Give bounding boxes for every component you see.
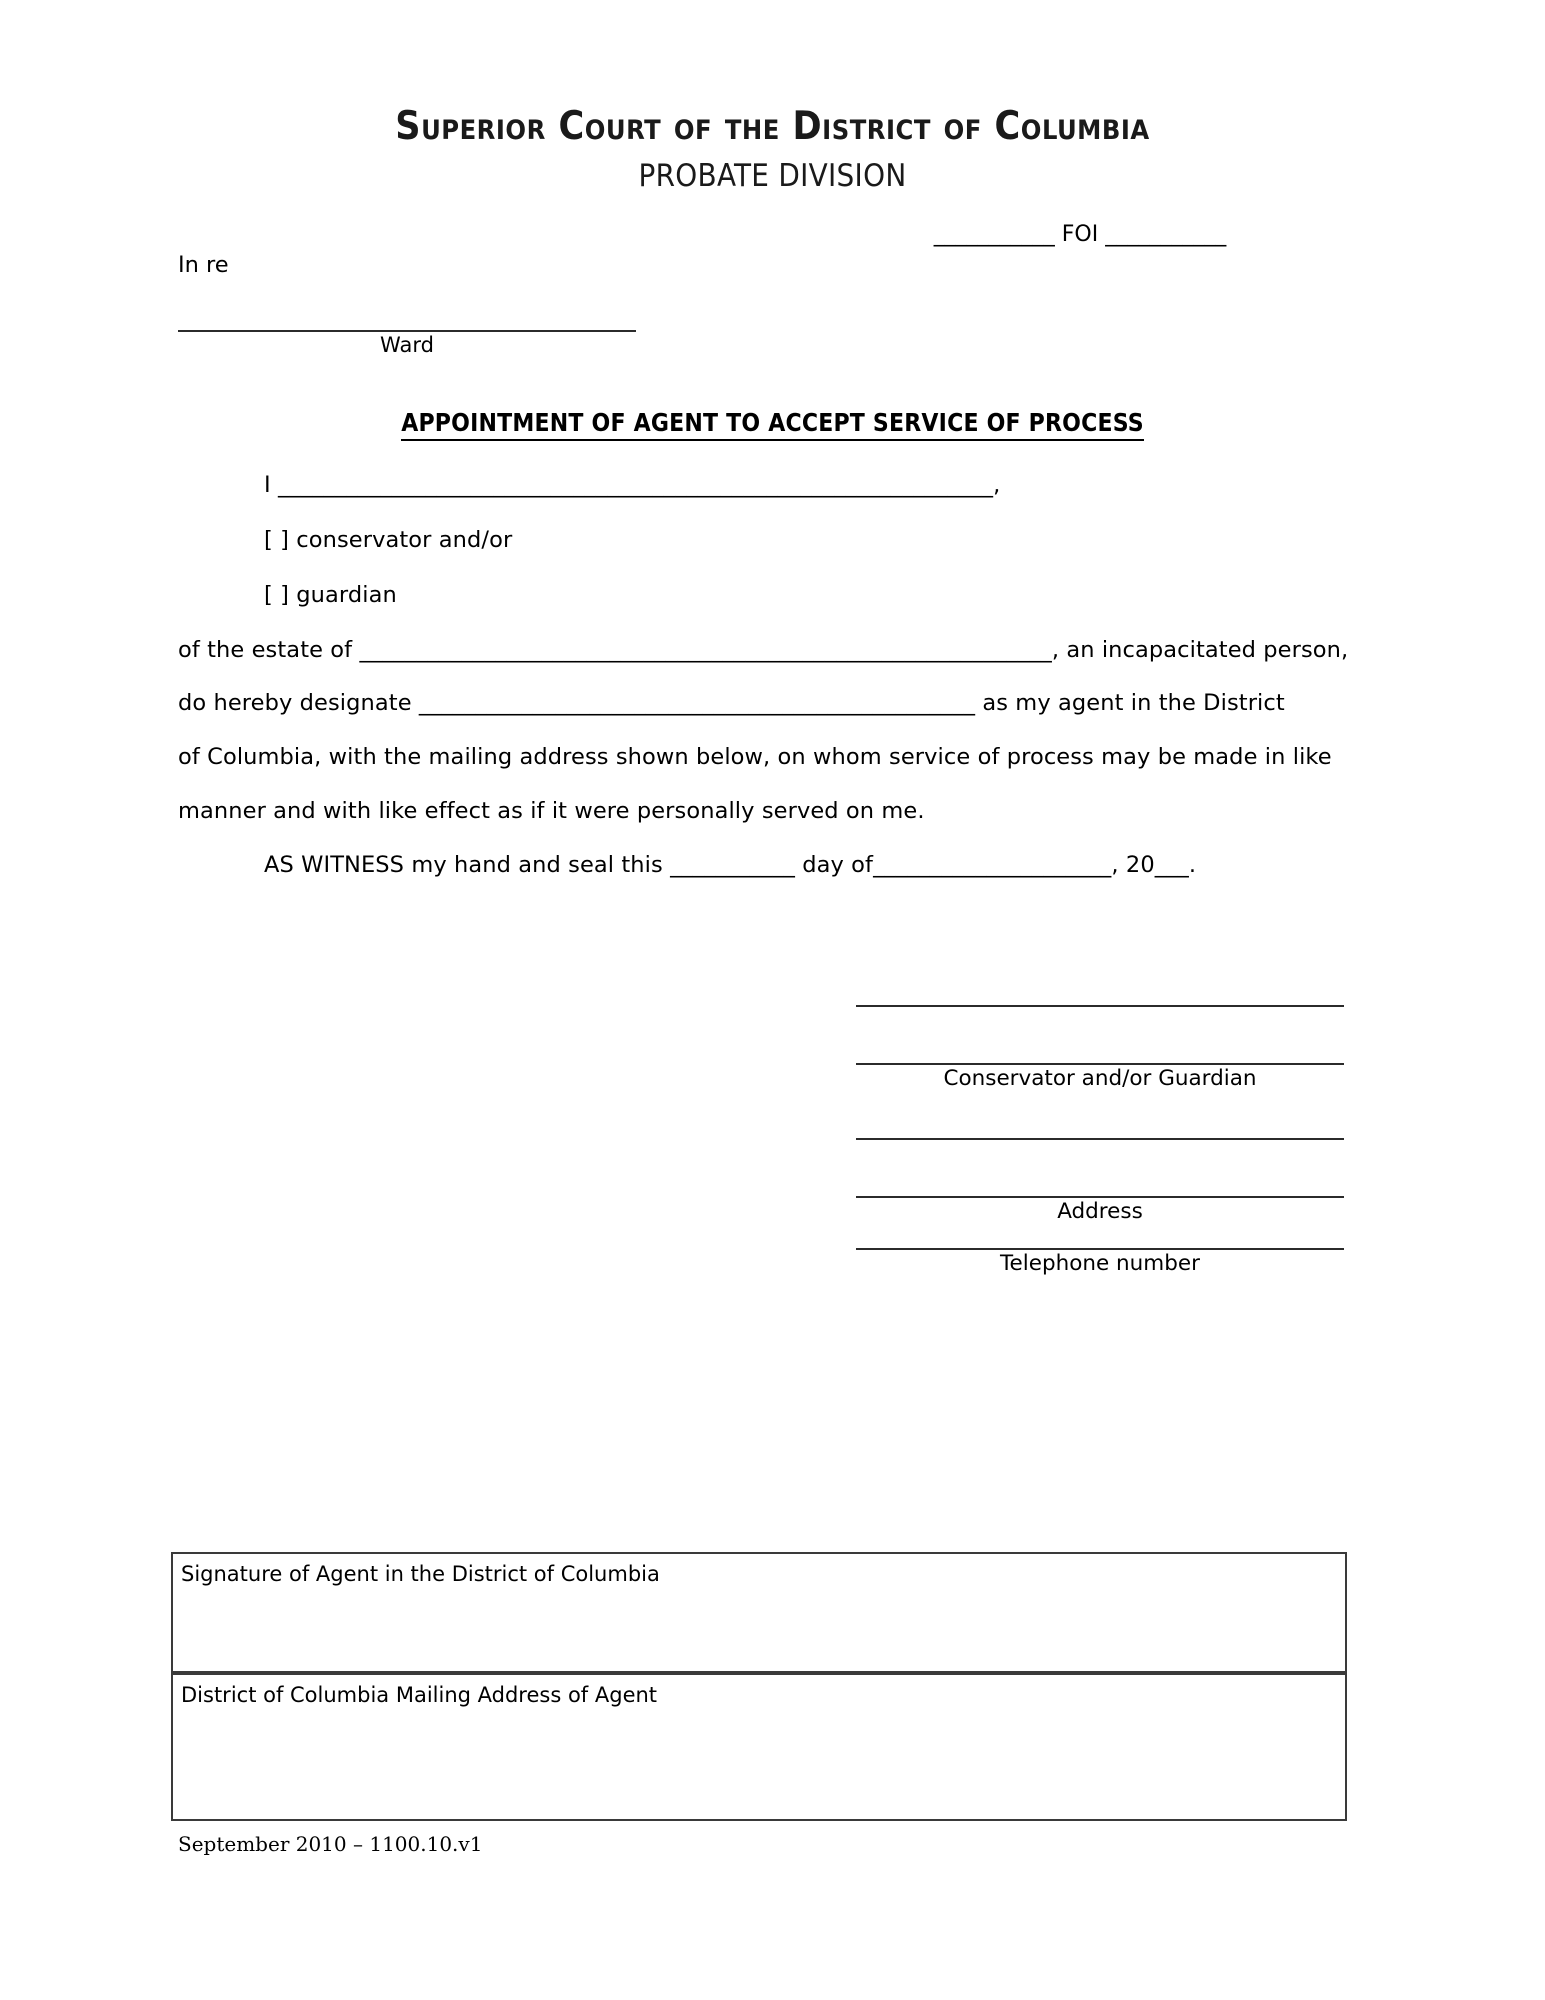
section-heading-text: APPOINTMENT OF AGENT TO ACCEPT SERVICE OF PROCESS: [401, 408, 1144, 441]
telephone-blank[interactable]: [856, 1248, 1344, 1250]
witness-period: .: [1188, 852, 1197, 878]
declarant-name-blank[interactable]: _______________________________________________________________: [278, 472, 994, 498]
columbia-line: of Columbia, with the mailing address shown below, on whom service of process may be made in like: [178, 744, 1332, 770]
witness-mid: day of: [802, 852, 874, 878]
designate-prefix: do hereby designate: [178, 690, 412, 716]
section-heading: [0, 408, 1545, 437]
designate-line: [178, 690, 1285, 716]
witness-line: [264, 852, 1196, 878]
court-title: Superior Court of the District of Columbia: [395, 104, 1150, 149]
designate-suffix: as my agent in the District: [982, 690, 1285, 716]
telephone-label: Telephone number: [1000, 1251, 1200, 1276]
declarant-prefix: I: [264, 472, 271, 498]
in-re-label: In re: [178, 252, 229, 278]
estate-line: [178, 637, 1348, 663]
checkbox-conservator[interactable]: [ ] conservator and/or: [264, 527, 513, 553]
address-label: Address: [1057, 1199, 1143, 1224]
foi-blank-right[interactable]: ___________: [1105, 222, 1227, 247]
agent-name-blank[interactable]: _________________________________________________: [418, 690, 976, 716]
checkbox-guardian[interactable]: [ ] guardian: [264, 582, 397, 608]
signature-blank-2[interactable]: [856, 1063, 1344, 1065]
estate-suffix: , an incapacitated person,: [1051, 637, 1349, 663]
manner-line: manner and with like effect as if it were personally served on me.: [178, 798, 925, 824]
witness-year-prefix: , 20: [1111, 852, 1155, 878]
ward-name-blank[interactable]: [178, 330, 636, 332]
ward-label: Ward: [380, 333, 434, 357]
agent-signature-label: Signature of Agent in the District of Columbia: [181, 1562, 660, 1586]
estate-name-blank[interactable]: _____________________________________________________________: [359, 637, 1052, 663]
witness-day-blank[interactable]: ___________: [670, 852, 795, 878]
address-blank-2[interactable]: [856, 1196, 1344, 1198]
agent-mailing-address-label: District of Columbia Mailing Address of Agent: [181, 1683, 658, 1707]
declarant-line: [264, 472, 1000, 498]
signature-blank-1[interactable]: [856, 1005, 1344, 1007]
declarant-comma: ,: [993, 472, 1001, 498]
conservator-guardian-label: Conservator and/or Guardian: [943, 1066, 1257, 1091]
foi-case-number-line: [900, 222, 1260, 247]
form-version-footer: September 2010 – 1100.10.v1: [178, 1832, 483, 1856]
witness-prefix: AS WITNESS my hand and seal this: [264, 852, 663, 878]
witness-year-blank[interactable]: ___: [1154, 852, 1189, 878]
address-blank-1[interactable]: [856, 1138, 1344, 1140]
estate-prefix: of the estate of: [178, 637, 353, 663]
foi-label: FOI: [1061, 222, 1099, 247]
witness-month-blank[interactable]: _____________________: [873, 852, 1112, 878]
foi-blank-left[interactable]: ___________: [933, 222, 1055, 247]
division-subtitle: PROBATE DIVISION: [638, 158, 907, 194]
